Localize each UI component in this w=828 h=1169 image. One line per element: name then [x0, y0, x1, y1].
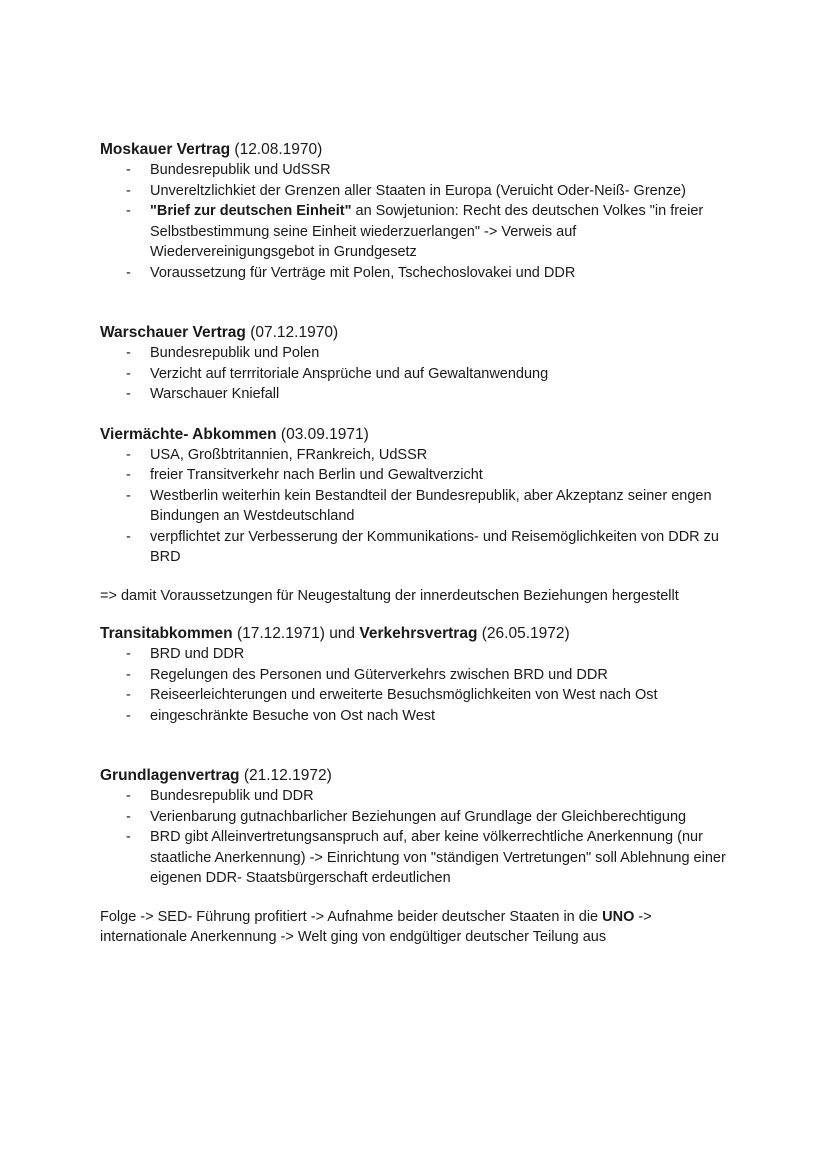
- list-item-text: Unvereltzlichkiet der Grenzen aller Staaten in Europa (Veruicht Oder-Neiß- Grenze): [150, 182, 686, 199]
- section-title: Warschauer Vertrag: [100, 324, 246, 341]
- list-item: [100, 527, 740, 568]
- section-title: Viermächte- Abkommen: [100, 425, 277, 443]
- section-title: Grundlagenvertrag: [100, 767, 240, 784]
- list-item-text: Bundesrepublik und DDR: [150, 788, 314, 804]
- list-item: [100, 181, 740, 202]
- section-heading: [100, 766, 740, 786]
- list-item: [100, 465, 740, 486]
- list-item: [100, 160, 740, 181]
- list-item-text: USA, Großbtritannien, FRankreich, UdSSR: [150, 446, 428, 463]
- bullet-list: [100, 445, 740, 568]
- list-item: [100, 644, 740, 665]
- conclusion-after: -> internationale Anerkennung -> Welt ging von endgültiger deutscher Teilung aus: [100, 908, 652, 945]
- dash-bullet: -: [126, 345, 131, 361]
- dash-bullet: -: [126, 203, 131, 219]
- bullet-list: [100, 644, 740, 726]
- list-item-text: Regelungen des Personen und Güterverkehrs zwischen BRD und DDR: [150, 666, 608, 683]
- list-item: [100, 786, 740, 807]
- section-date: (07.12.1970): [250, 324, 339, 341]
- list-item-text: Westberlin weiterhin kein Bestandteil der Bundesrepublik, aber Akzeptanz seiner engen Bindungen an Westdeutschland: [150, 487, 712, 524]
- section-moskauer-vertrag: [100, 140, 740, 283]
- list-item-text: Verzicht auf terrritoriale Ansprüche und auf Gewaltanwendung: [150, 365, 549, 382]
- conclusion-before: Folge -> SED- Führung profitiert -> Aufnahme beider deutscher Staaten in die: [100, 908, 603, 925]
- section-date: (12.08.1970): [234, 141, 323, 158]
- list-item: [100, 201, 740, 263]
- section-heading: [100, 140, 740, 160]
- dash-bullet: -: [126, 808, 131, 825]
- dash-bullet: -: [126, 467, 131, 483]
- dash-bullet: -: [126, 182, 131, 199]
- section-warschauer-vertrag: [100, 323, 740, 405]
- dash-bullet: -: [126, 646, 131, 662]
- section-connector: und: [329, 625, 356, 642]
- section-viermaechte-abkommen: [100, 425, 740, 568]
- list-item-text: Voraussetzung für Verträge mit Polen, Tschechoslovakei und DDR: [150, 264, 576, 281]
- bullet-list: [100, 343, 740, 405]
- dash-bullet: -: [126, 264, 131, 281]
- dash-bullet: -: [126, 487, 131, 504]
- list-item-text: Reiseerleichterungen und erweiterte Besuchsmöglichkeiten von West nach Ost: [150, 687, 658, 703]
- list-item-text: Bundesrepublik und Polen: [150, 345, 320, 361]
- list-item: [100, 486, 740, 527]
- list-item-text: eingeschränkte Besuche von Ost nach West: [150, 707, 436, 724]
- list-item-text: Warschauer Kniefall: [150, 386, 280, 402]
- section-date: (17.12.1971): [236, 625, 325, 642]
- dash-bullet: -: [126, 386, 131, 402]
- list-item-bold-text: "Brief zur deutschen Einheit": [150, 203, 352, 219]
- section-date: (03.09.1971): [280, 425, 369, 443]
- list-item-text: BRD gibt Alleinvertretungsanspruch auf, aber keine völkerrechtliche Anerkennung (nur staatliche Anerkennung) -> Einrichtung von "ständigen Vertretungen" soll Ablehnung einer eigenen DDR- Staatsbürgerschaft erdeutlichen: [150, 829, 726, 886]
- section-heading: [100, 425, 740, 445]
- bullet-list: [100, 160, 740, 283]
- list-item: [100, 685, 740, 706]
- section-heading: [100, 323, 740, 343]
- list-item: [100, 364, 740, 385]
- section-title: Moskauer Vertrag: [100, 141, 231, 158]
- dash-bullet: -: [126, 788, 131, 804]
- dash-bullet: -: [126, 528, 131, 545]
- summary-text: => damit Voraussetzungen für Neugestaltung der innerdeutschen Beziehungen hergestellt: [100, 587, 679, 604]
- dash-bullet: -: [126, 446, 131, 463]
- section-title: Transitabkommen: [100, 625, 233, 642]
- section-grundlagenvertrag: [100, 766, 740, 889]
- list-item-text: verpflichtet zur Verbesserung der Kommunikations- und Reisemöglichkeiten von DDR zu BRD: [150, 528, 719, 565]
- list-item: [100, 827, 740, 889]
- document-page: [100, 140, 740, 948]
- dash-bullet: -: [126, 666, 131, 683]
- list-item-text: Verienbarung gutnachbarlicher Beziehungen auf Grundlage der Gleichberechtigung: [150, 808, 687, 825]
- list-item-text: an Sowjetunion: Recht des deutschen Volkes "in freier Selbstbestimmung seine Einheit wiederzuerlangen" -> Verweis auf Wiedervereinigungsgebot in Grundgesetz: [150, 203, 704, 260]
- list-item-text: Bundesrepublik und UdSSR: [150, 162, 331, 178]
- list-item-text: freier Transitverkehr nach Berlin und Gewaltverzicht: [150, 467, 483, 483]
- list-item: [100, 445, 740, 466]
- list-item: [100, 665, 740, 686]
- dash-bullet: -: [126, 829, 131, 845]
- section-transitabkommen: [100, 624, 740, 726]
- conclusion-text: [100, 907, 740, 948]
- dash-bullet: -: [126, 707, 131, 724]
- dash-bullet: -: [126, 162, 131, 178]
- list-item: [100, 343, 740, 364]
- list-item: [100, 807, 740, 828]
- list-item-text: BRD und DDR: [150, 646, 245, 662]
- section-title-2: Verkehrsvertrag: [359, 625, 478, 642]
- section-date: (21.12.1972): [243, 767, 332, 784]
- dash-bullet: -: [126, 687, 131, 703]
- dash-bullet: -: [126, 365, 131, 382]
- list-item: [100, 263, 740, 284]
- bullet-list: [100, 786, 740, 889]
- section-heading: [100, 624, 740, 644]
- section-date-2: (26.05.1972): [481, 625, 570, 642]
- list-item: [100, 706, 740, 727]
- list-item: [100, 384, 740, 405]
- conclusion-bold: UNO: [602, 908, 635, 925]
